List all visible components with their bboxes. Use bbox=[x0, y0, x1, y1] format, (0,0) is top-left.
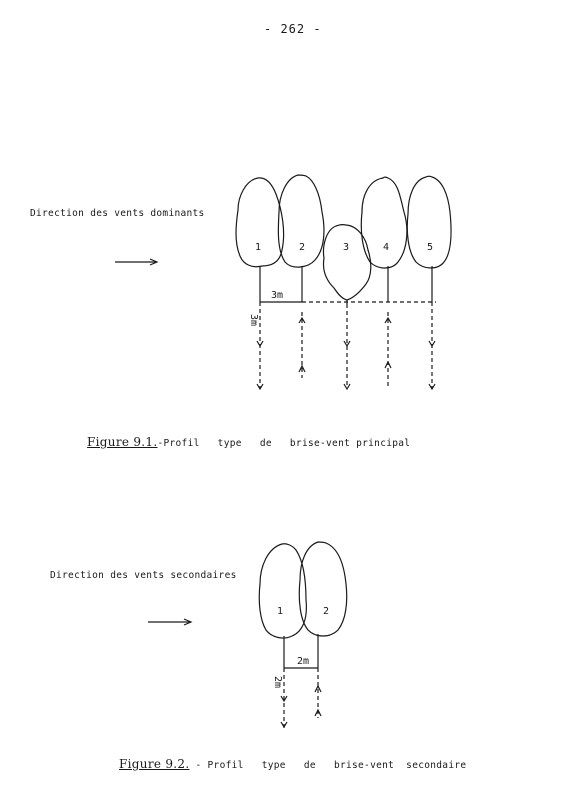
fig1-tree-2-label: 2 bbox=[298, 242, 306, 253]
fig1-direction-label: Direction des vents dominants bbox=[30, 208, 205, 219]
fig2-spacing-horizontal-label: 2m bbox=[296, 656, 310, 667]
fig1-tree-2-crown bbox=[278, 175, 324, 267]
fig2-vertical-guides bbox=[284, 668, 318, 728]
fig2-tree-1-label: 1 bbox=[276, 606, 284, 617]
fig1-tree-1-label: 1 bbox=[254, 242, 262, 253]
fig1-tree-5-crown bbox=[407, 176, 451, 268]
fig1-tree-4-crown bbox=[361, 177, 407, 268]
fig1-tree-5-label: 5 bbox=[426, 242, 434, 253]
fig2-wind-arrow bbox=[148, 619, 191, 625]
fig2-caption-text: - Profil type de brise-vent secondaire bbox=[189, 760, 467, 771]
fig2-spacing-vertical-label: 2m bbox=[272, 675, 283, 689]
fig2-direction-label: Direction des vents secondaires bbox=[50, 570, 237, 581]
fig1-spacing-horizontal-label: 3m bbox=[270, 290, 284, 301]
fig1-tree-3-label: 3 bbox=[342, 242, 350, 253]
fig2-tree-2-label: 2 bbox=[322, 606, 330, 617]
fig2-guide-arrowheads bbox=[281, 686, 321, 727]
fig2-tree-2-crown bbox=[299, 542, 346, 636]
fig1-tree-4-label: 4 bbox=[382, 242, 390, 253]
fig1-tree-3-crown bbox=[323, 225, 370, 300]
fig1-caption-label: Figure 9.1. bbox=[87, 435, 158, 449]
fig2-caption-label: Figure 9.2. bbox=[119, 757, 190, 771]
fig1-spacing-vertical-label: 3m bbox=[248, 313, 259, 327]
fig1-caption-text: -Profil type de brise-vent principal bbox=[157, 438, 411, 449]
fig1-guide-arrowheads bbox=[257, 318, 435, 389]
fig1-wind-arrow bbox=[115, 259, 157, 265]
fig1-tree-1-crown bbox=[236, 178, 284, 267]
page-number: - 262 - bbox=[264, 22, 322, 36]
